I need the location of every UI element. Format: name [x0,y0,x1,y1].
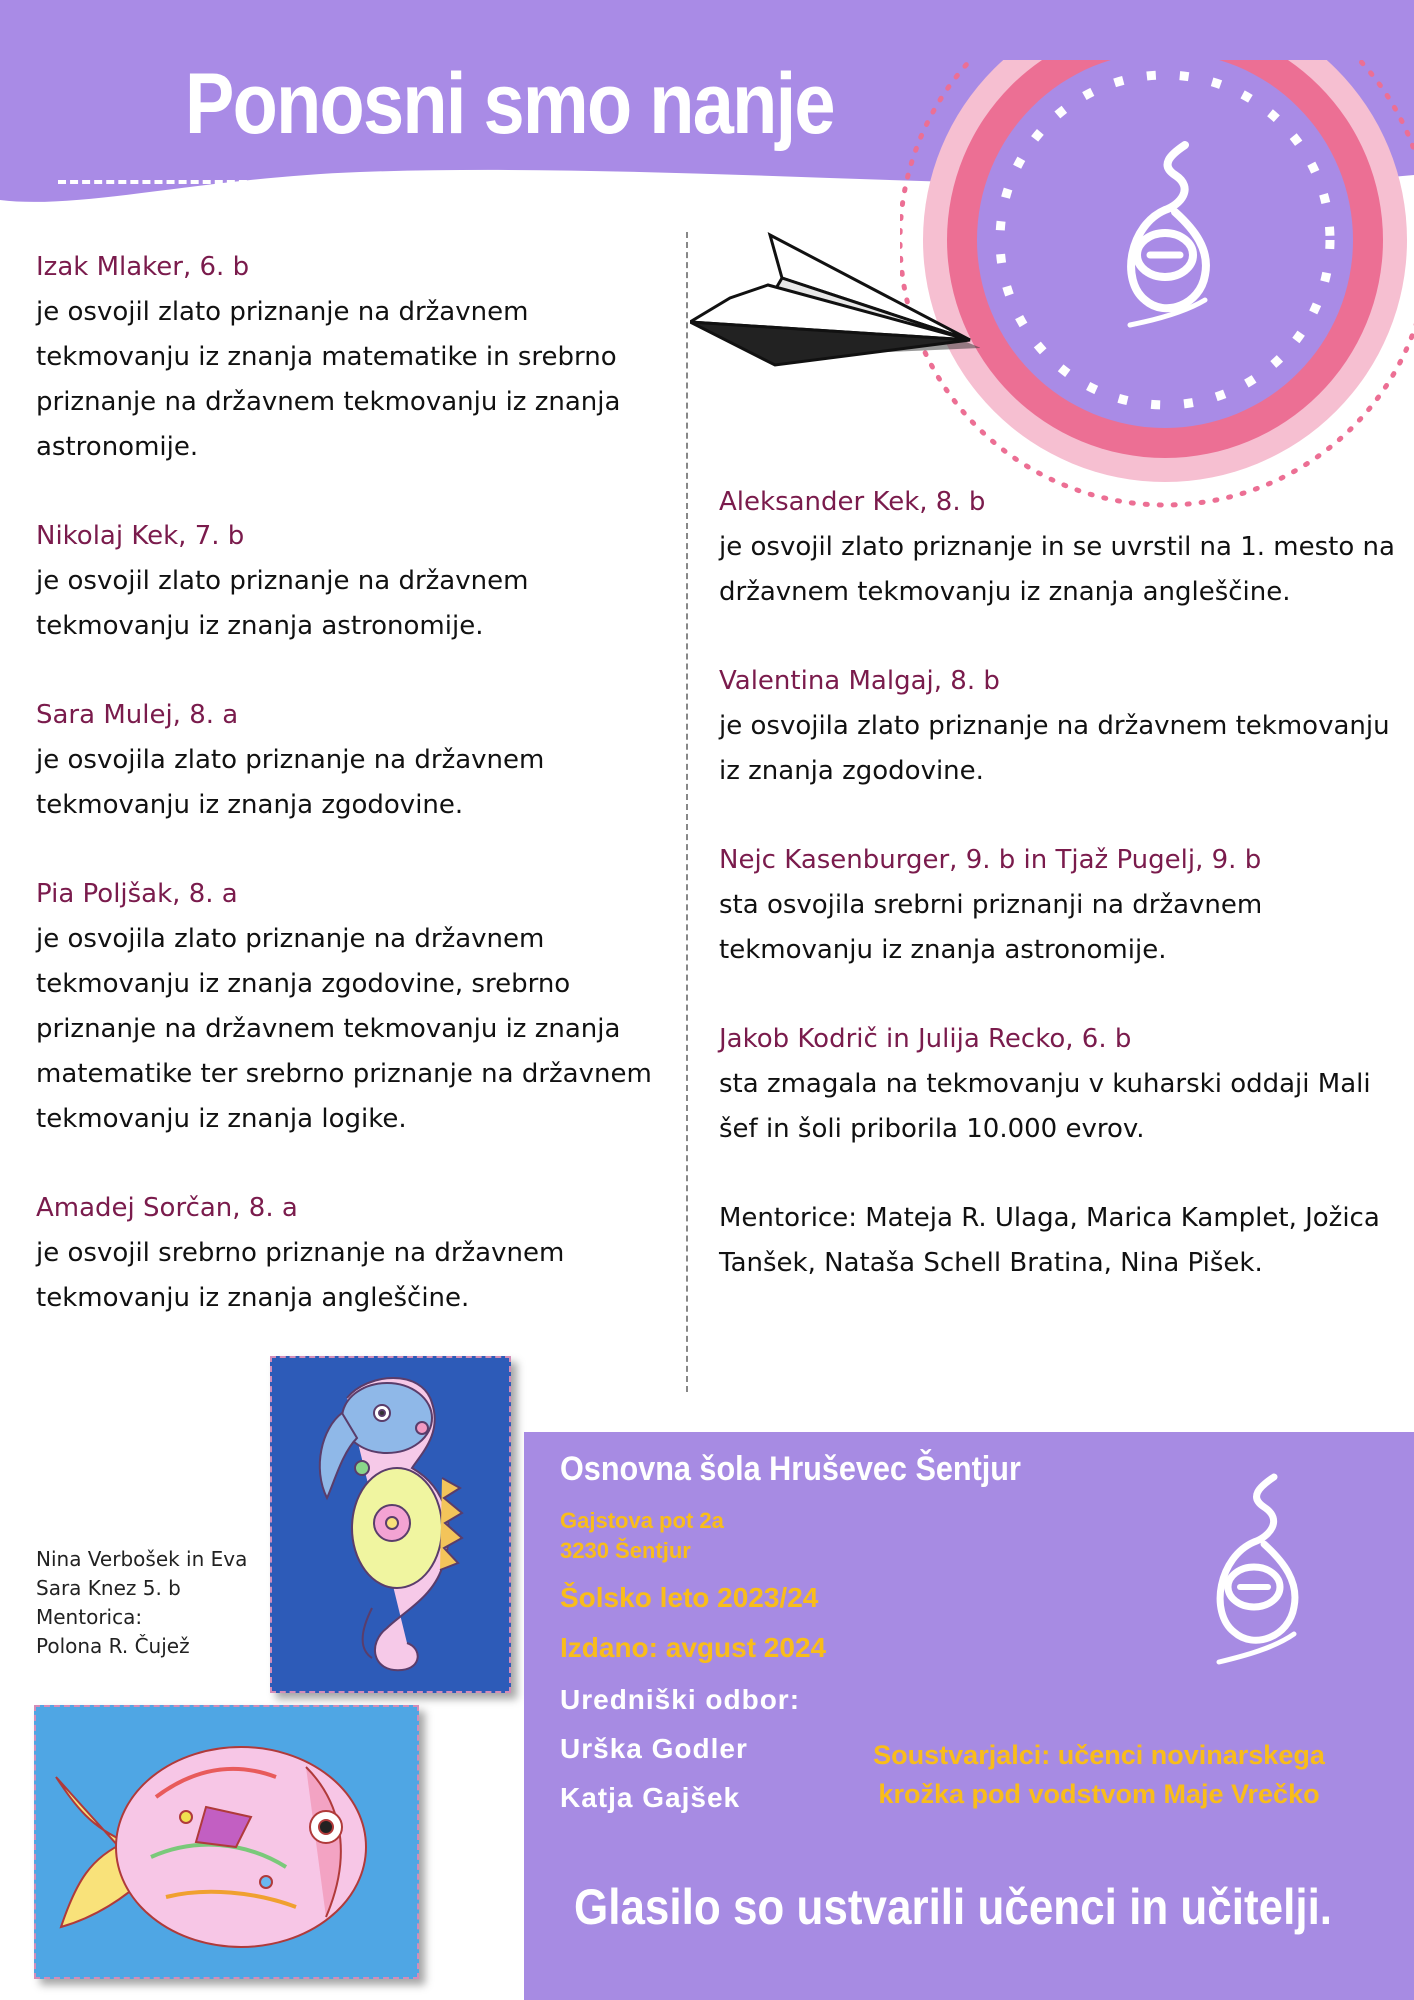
student-name: Pia Poljšak, 8. a [36,879,238,909]
school-name: Osnovna šola Hruševec Šentjur [560,1450,1021,1488]
column-divider [686,232,688,1392]
fish-drawing [34,1705,419,1979]
award-entry [719,1017,1399,1152]
school-logo-icon [1184,1452,1324,1692]
award-description: je osvojil zlato priznanje na državnem tekmovanju iz znanja matematike in srebrno priznanje na državnem tekmovanju iz znanja astronomije. [36,297,621,462]
award-entry [36,514,656,649]
cocreators-note: Soustvarjalci: učenci novinarskega krožka pod vodstvom Maje Vrečko [873,1740,1325,1809]
caption-line: Sara Knez 5. b [36,1576,181,1600]
award-entry [36,245,656,470]
award-entry [719,838,1399,973]
award-entry [36,872,656,1142]
artwork-caption [36,1545,247,1661]
title-underline [58,180,874,184]
closing-statement: Glasilo so ustvarili učenci in učitelji. [574,1879,1333,1935]
award-description: sta osvojila srebrni priznanji na državnem tekmovanju iz znanja astronomije. [719,890,1263,965]
student-name: Amadej Sorčan, 8. a [36,1193,298,1223]
student-name: Nikolaj Kek, 7. b [36,521,245,551]
student-name: Valentina Malgaj, 8. b [719,666,1000,696]
student-name: Jakob Kodrič in Julija Recko, 6. b [719,1024,1132,1054]
footer-panel [524,1432,1414,2000]
award-description: je osvojil zlato priznanje in se uvrstil na 1. mesto na državnem tekmovanju iz znanja angleščine. [719,532,1395,607]
issued-date: Izdano: avgust 2024 [560,1632,827,1663]
award-description: je osvojila zlato priznanje na državnem tekmovanju iz znanja zgodovine. [36,745,545,820]
seahorse-drawing [270,1356,511,1693]
caption-line: Mentorica: [36,1605,143,1629]
caption-line: Polona R. Čujež [36,1634,190,1658]
editorial-board-title: Uredniški odbor: [560,1684,801,1715]
page-title: Ponosni smo nanje [185,56,834,152]
caption-line: Nina Verbošek in Eva [36,1547,248,1571]
student-name: Sara Mulej, 8. a [36,700,239,730]
paper-plane-icon [690,230,980,380]
award-description: sta zmagala na tekmovanju v kuharski oddaji Mali šef in šoli priborila 10.000 evrov. [719,1069,1371,1144]
address-line: 3230 Šentjur [560,1538,691,1563]
student-name: Nejc Kasenburger, 9. b in Tjaž Pugelj, 9. b [719,845,1262,875]
editorial-board-member: Katja Gajšek [560,1782,741,1813]
right-column [719,480,1399,1286]
left-column [36,245,656,1365]
award-entry [719,480,1399,615]
student-name: Aleksander Kek, 8. b [719,487,986,517]
award-description: je osvojil srebrno priznanje na državnem tekmovanju iz znanja angleščine. [36,1238,565,1313]
editorial-board-member: Urška Godler [560,1733,748,1764]
school-year: Šolsko leto 2023/24 [560,1582,819,1613]
mentors-list: Mentorice: Mateja R. Ulaga, Marica Kamplet, Jožica Tanšek, Nataša Schell Bratina, Nina Pišek. [719,1203,1380,1278]
award-entry [719,659,1399,794]
award-entry [36,693,656,828]
student-name: Izak Mlaker, 6. b [36,252,250,282]
address-line: Gajstova pot 2a [560,1508,724,1533]
award-description: je osvojila zlato priznanje na državnem tekmovanju iz znanja zgodovine. [719,711,1390,786]
award-description: je osvojil zlato priznanje na državnem tekmovanju iz znanja astronomije. [36,566,529,641]
award-entry [36,1186,656,1321]
award-description: je osvojila zlato priznanje na državnem tekmovanju iz znanja zgodovine, srebrno priznanje na državnem tekmovanju iz znanja matematike ter srebrno priznanje na državnem tekmovanju iz znanja logike. [36,924,652,1134]
